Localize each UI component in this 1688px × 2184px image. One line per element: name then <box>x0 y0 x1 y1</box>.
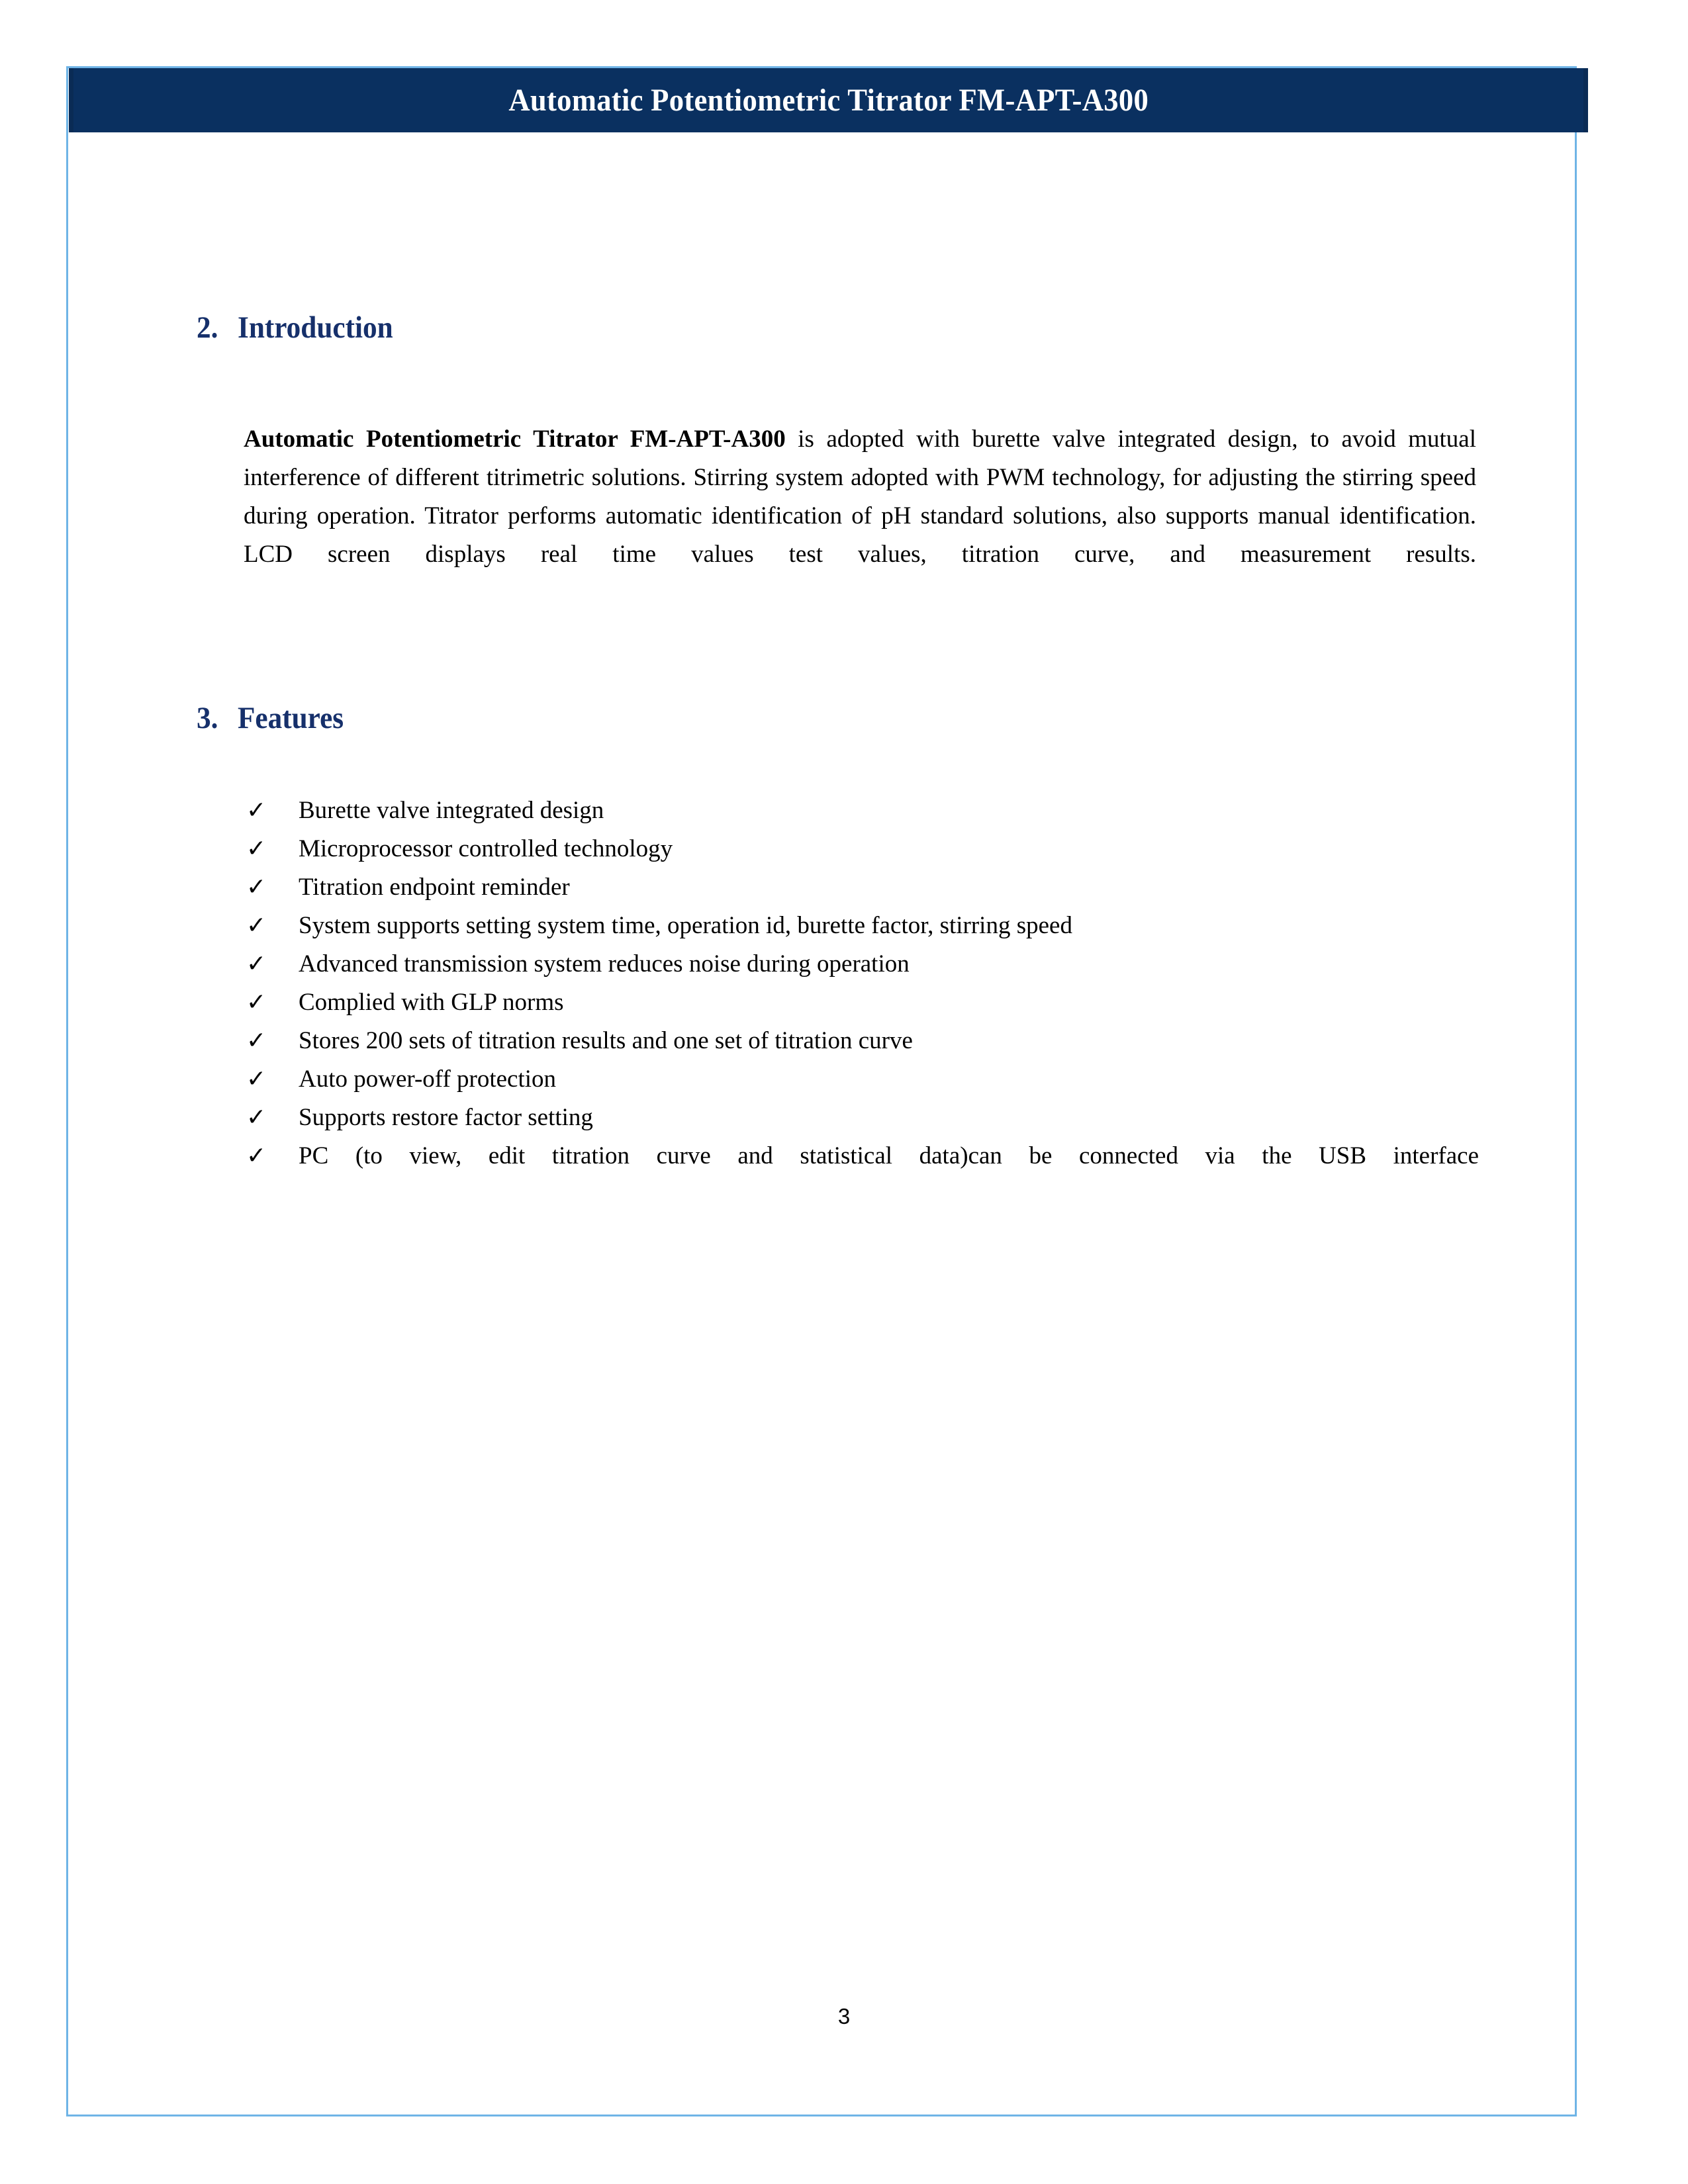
introduction-paragraph <box>244 420 1476 612</box>
list-item <box>244 1099 1479 1137</box>
list-item-label: Complied with GLP norms <box>299 989 564 1016</box>
list-item <box>244 868 1479 907</box>
list-item-label: Microprocessor controlled technology <box>299 835 673 862</box>
document-title: Automatic Potentiometric Titrator FM-APT-A300 <box>508 82 1149 118</box>
introduction-paragraph-body: is adopted with burette valve integrated design, to avoid mutual interference of different titrimetric solutions. Stirring system adopted with PWM technology, for adjusting the stirring speed during operation. Titrator performs automatic identification of pH standard solutions, also supports manual identification. LCD screen displays real time values test values, titration curve, and measurement results. <box>244 426 1476 568</box>
list-item-label: Advanced transmission system reduces noise during operation <box>299 950 910 978</box>
section-number: 2. <box>197 310 218 345</box>
check-icon: ✓ <box>246 912 267 939</box>
list-item <box>244 1022 1479 1060</box>
check-icon: ✓ <box>246 797 267 824</box>
list-item <box>244 907 1479 945</box>
features-list <box>244 792 1479 1214</box>
list-item-label: Supports restore factor setting <box>299 1104 593 1131</box>
check-icon: ✓ <box>246 1066 267 1093</box>
list-item-label: Stores 200 sets of titration results and one set of titration curve <box>299 1027 913 1054</box>
list-item <box>244 983 1479 1022</box>
list-item <box>244 830 1479 868</box>
check-icon: ✓ <box>246 1104 267 1131</box>
check-icon: ✓ <box>246 950 267 978</box>
list-item <box>244 1137 1479 1214</box>
check-icon: ✓ <box>246 989 267 1016</box>
list-item <box>244 1060 1479 1099</box>
list-item-label: System supports setting system time, operation id, burette factor, stirring speed <box>299 912 1072 939</box>
list-item-label: Auto power-off protection <box>299 1066 557 1093</box>
check-icon: ✓ <box>246 1142 267 1169</box>
list-item-label: Titration endpoint reminder <box>299 874 570 901</box>
list-item-label: Burette valve integrated design <box>299 797 604 824</box>
check-icon: ✓ <box>246 1027 267 1054</box>
page-number: 3 <box>837 2004 851 2028</box>
section-heading-features <box>197 702 353 736</box>
check-icon: ✓ <box>246 874 267 901</box>
check-icon: ✓ <box>246 835 267 862</box>
list-item <box>244 792 1479 830</box>
introduction-paragraph-lead: Automatic Potentiometric Titrator FM-APT-A300 <box>244 426 786 453</box>
section-title: Introduction <box>238 310 393 345</box>
section-number: 3. <box>197 701 218 735</box>
document-header-band <box>69 68 1588 132</box>
list-item-label: PC (to view, edit titration curve and statistical data)can be connected via the USB interface <box>299 1142 1479 1169</box>
list-item <box>244 945 1479 983</box>
section-heading-introduction <box>197 311 406 345</box>
section-title: Features <box>238 701 344 735</box>
